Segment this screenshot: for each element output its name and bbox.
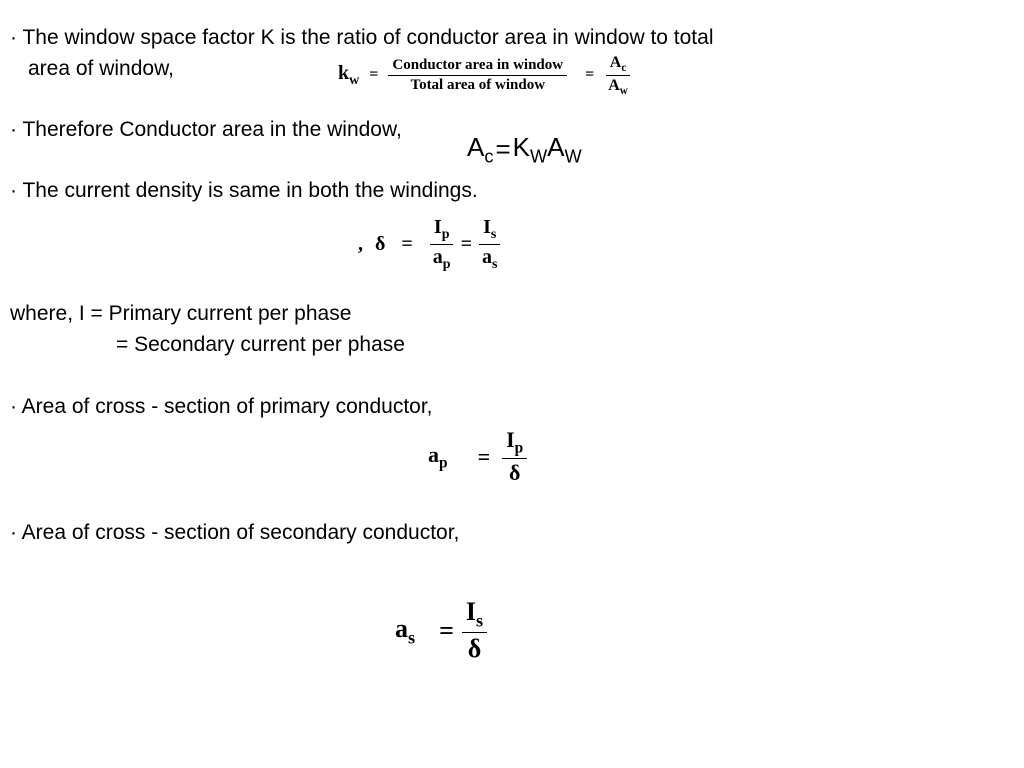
equation-current-density: , δ = $\frac{I_p}{a_p}$ = $\frac{I_s}{a_s}$ [358, 216, 501, 273]
bullet-conductor-area: · Therefore Conductor area in the window, [10, 118, 402, 141]
bullet-primary-cross-section: · Area of cross - section of primary conductor, [10, 395, 433, 418]
eq3-comma: , [358, 232, 363, 255]
bullet-window-space-factor: · The window space factor K is the ratio of conductor area in window to total [10, 26, 714, 49]
eq1-word-fraction [388, 57, 567, 94]
equation-secondary-cross-section: $a_s$ = $\frac{I_s}{\delta}$ [395, 597, 487, 664]
where-primary-current: where, I = Primary current per phase [10, 302, 352, 325]
eq1-numerator: Conductor area in window [388, 57, 567, 76]
equation-conductor-area [467, 132, 582, 167]
eq2-aw: $A_W$ [547, 132, 582, 167]
equation-window-space-factor: $k_w$ = $\frac{\text{Conductor area in window}}{\text{Total area of window}}$ = $\frac{A_c}{A_w}$ [338, 54, 632, 97]
secondary-current-definition: = Secondary current per phase [116, 333, 405, 356]
eq2-ac: $A_c$ [467, 132, 494, 167]
eq1-denominator: Total area of window [410, 76, 546, 93]
bullet-secondary-cross-section: · Area of cross - section of secondary conductor, [10, 521, 460, 544]
eq3-primary-fraction: $\frac{I_p}{a_p}$ [429, 216, 455, 273]
eq4-lhs: $a_p$ [428, 441, 448, 471]
window-space-factor-continuation: area of window, [28, 57, 174, 80]
eq1-symbol-denominator: $A_w$ [608, 76, 628, 97]
eq1-lhs: $k_w$ [338, 61, 360, 88]
eq1-symbol-fraction [604, 54, 632, 97]
equation-primary-cross-section: $a_p$ = $\frac{I_p}{\delta}$ [428, 427, 527, 486]
eq4-fraction: $\frac{I_p}{\delta}$ [502, 427, 527, 486]
bullet-current-density: · The current density is same in both the windings. [10, 179, 478, 202]
eq2-equals: = [495, 134, 511, 165]
eq2-kw: $K_W$ [512, 132, 548, 167]
eq5-fraction: $\frac{I_s}{\delta}$ [462, 597, 487, 664]
eq3-secondary-fraction: $\frac{I_s}{a_s}$ [478, 216, 501, 273]
eq5-lhs: $a_s$ [395, 613, 416, 647]
eq3-delta: δ [375, 232, 386, 255]
eq1-symbol-numerator: $A_c$ [606, 54, 631, 76]
